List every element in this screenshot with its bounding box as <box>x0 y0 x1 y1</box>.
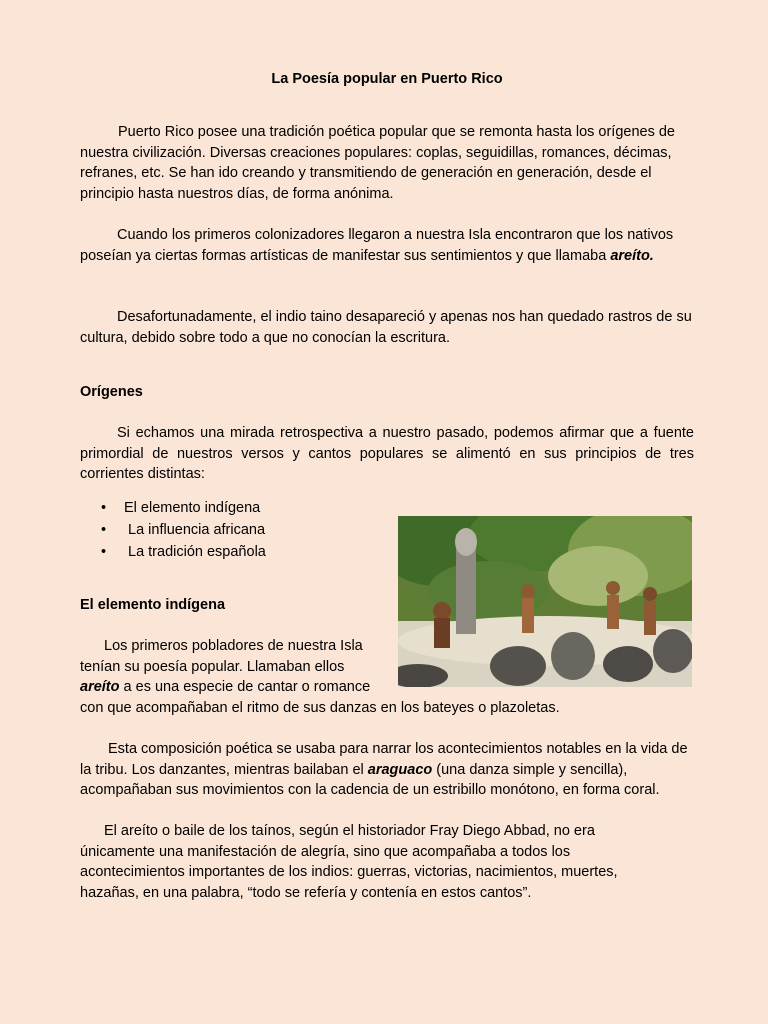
section-heading-elemento-indigena: El elemento indígena <box>80 597 226 613</box>
term-areito: areíto. <box>610 247 654 264</box>
indigena-paragraph-2: Esta composición poética se usaba para narrar los acontecimientos notables en la vida de la tribu. Los danzantes, mientras bailaban el araguaco (una danza simple y sencilla), acompañaban sus movimientos con la cadencia de un estribillo monótono, en forma coral. <box>80 741 688 798</box>
document-page: La Poesía popular en Puerto Rico Puerto Rico posee una tradición poética popular que se remonta hasta los orígenes de nuestra civilización. Diversas creaciones populares: coplas, seguidillas, romances, décimas, refranes, etc. Se han ido creando y transmitiendo de generación en generación, desde el principio hasta nuestros días, de forma anónima. Cuando los primeros colonizadores llegaron a nuestra Isla encontraron que los nativos poseían ya ciertas formas artísticas de manifestar sus sentimientos y que llamaba areíto. Desafortunadamente, el indio taino desapareció y apenas nos han quedado rastros de su cultura, debido sobre todo a que no conocían la escritura. Orígenes Si echamos una mirada retrospectiva a nuestro pasado, podemos afirmar que a fuente primordial de nuestros versos y cantos populares se alimentó en sus principios de tres corrientes distintas: • El elemento indígena • La influencia africana • La tradición española El elemento indígena Los primeros pobladores de nuestra Isla tenían su poesía popular. Llamaban ellos areíto a es una especie de cantar o romance con que acompañaban el ritmo de sus danzas en los bateyes o plazoletas. Esta composición poética se usaba para narrar los acontecimientos notables en la vida de la tribu. Los danzantes, mientras bailaban el araguaco (una danza simple y sencilla), acompañaban sus movimientos con la cadencia de un estribillo monótono, en forma coral. El areíto o baile de los taínos, según el historiador Fray Diego Abbad, no era únicamente una manifestación de alegría, sino que acompañaba a todos los acontecimientos importantes de los indios: guerras, victorias, nacimientos, muertes, hazañas, en una palabra, “todo se refería y contenía en estos cantos”. <box>0 0 768 1024</box>
intro-paragraph-2-text: Cuando los primeros colonizadores llegaron a nuestra Isla encontraron que los nativos poseían ya ciertas formas artísticas de manifestar sus sentimientos y que llamaba <box>80 227 674 264</box>
term-araguaco: araguaco <box>367 761 433 778</box>
document-title: La Poesía popular en Puerto Rico <box>271 71 503 87</box>
intro-paragraph-3: Desafortunadamente, el indio taino desapareció y apenas nos han quedado rastros de su cultura, debido sobre todo a que no conocían la escritura. <box>80 309 692 346</box>
term-areito-2: areíto <box>80 679 120 695</box>
intro-paragraph-2 <box>80 225 695 266</box>
intro-paragraph-1: Puerto Rico posee una tradición poética popular que se remonta hasta los orígenes de nuestra civilización. Diversas creaciones populares: coplas, seguidillas, romances, décimas, refranes, etc. Se han ido creando y transmitiendo de generación en generación, desde el principio hasta nuestros días, de forma anónima. <box>80 124 675 202</box>
section-heading-origenes: Orígenes <box>80 384 143 400</box>
origenes-paragraph: Si echamos una mirada retrospectiva a nuestro pasado, podemos afirmar que a fuente primordial de nuestros versos y cantos populares se alimentó en sus principios de tres corrientes distintas: <box>80 425 694 482</box>
bullet-icon: • <box>101 522 107 538</box>
bullet-icon: • <box>101 544 107 560</box>
bullet-icon: • <box>101 500 107 516</box>
indigena-paragraph-3: El areíto o baile de los taínos, según el historiador Fray Diego Abbad, no era únicamente una manifestación de alegría, sino que acompañaba a todos los acontecimientos importantes de los indios: guerras, victorias, nacimientos, muertes, hazañas, en una palabra, “todo se refería y contenía en estos cantos”. <box>80 823 618 901</box>
indigena-paragraph-1-continued: con que acompañaban el ritmo de sus danzas en los bateyes o plazoletas. <box>80 700 560 716</box>
indigena-paragraph-1: Los primeros pobladores de nuestra Isla tenían su poesía popular. Llamaban ellos areíto a es una especie de cantar o romance <box>80 638 371 695</box>
